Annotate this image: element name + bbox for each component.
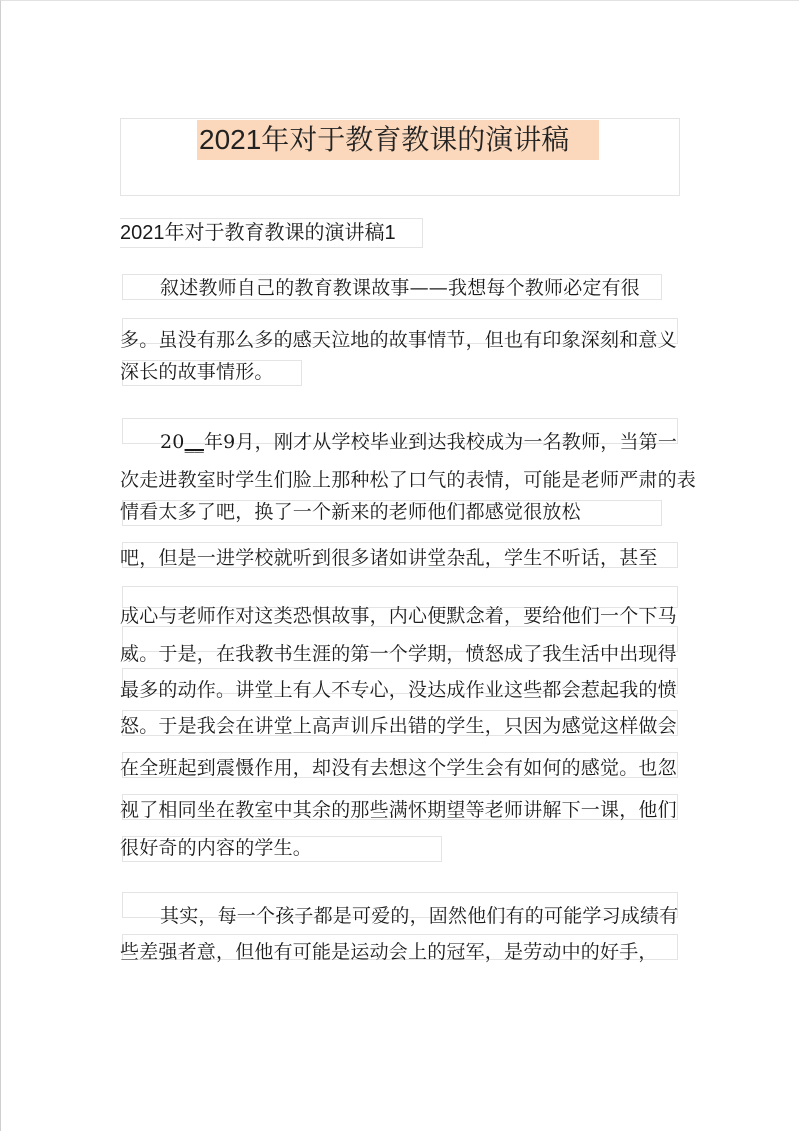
text-line: 视了相同坐在教室中其余的那些满怀期望等老师讲解下一课，他们 bbox=[120, 799, 677, 821]
section-heading: 2021年对于教育教课的演讲稿1 bbox=[120, 218, 423, 248]
text-line: 吧，但是一进学校就听到很多诸如讲堂杂乱，学生不听话，甚至 bbox=[120, 547, 658, 569]
text-line: 其实，每一个孩子都是可爱的，固然他们有的可能学习成绩有 bbox=[160, 905, 679, 927]
text-line: 威。于是，在我教书生涯的第一个学期，愤怒成了我生活中出现得 bbox=[120, 643, 677, 665]
text-line bbox=[120, 428, 677, 456]
text-line: 多。虽没有那么多的感天泣地的故事情节，但也有印象深刻和意义 bbox=[120, 329, 677, 351]
text-line: 成心与老师作对这类恐惧故事，内心便默念着，要给他们一个下马 bbox=[120, 605, 677, 627]
text-line: 最多的动作。讲堂上有人不专心，没达成作业这些都会惹起我的愤 bbox=[120, 679, 677, 701]
document-title: 2021年对于教育教课的演讲稿 bbox=[197, 120, 599, 160]
text-line: 次走进教室时学生们脸上那种松了口气的表情，可能是老师严肃的表 bbox=[120, 469, 697, 491]
text-line: 很好奇的内容的学生。 bbox=[120, 837, 313, 859]
text-line: 些差强者意，但他有可能是运动会上的冠军，是劳动中的好手， bbox=[120, 941, 658, 963]
text-line: 深长的故事情形。 bbox=[120, 361, 274, 383]
text-line: 在全班起到震慑作用，却没有去想这个学生会有如何的感觉。也忽 bbox=[120, 757, 677, 779]
text-line: 叙述教师自己的教育教课故事——我想每个教师必定有很 bbox=[160, 277, 641, 299]
year-rest: 年9月，刚才从学校毕业到达我校成为一名教师，当第一 bbox=[203, 431, 678, 453]
year-prefix: 20 bbox=[160, 431, 185, 453]
text-line: 情看太多了吧，换了一个新来的老师他们都感觉很放松 bbox=[120, 501, 581, 523]
text-line: 怒。于是我会在讲堂上高声训斥出错的学生，只因为感觉这样做会 bbox=[120, 715, 677, 737]
year-blank: __ bbox=[184, 431, 204, 453]
